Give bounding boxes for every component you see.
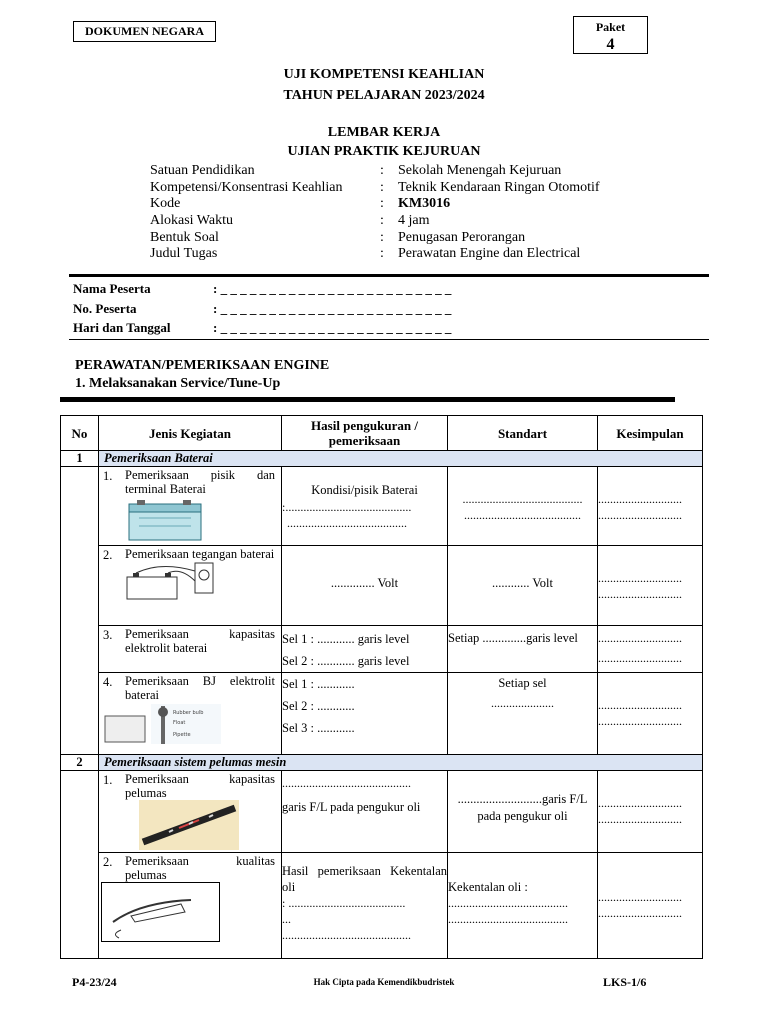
- group-number: 2: [61, 755, 99, 771]
- kesimpulan-cell[interactable]: [598, 771, 703, 853]
- peserta-row[interactable]: [73, 301, 451, 321]
- svg-text:Float: Float: [173, 720, 186, 726]
- group-title: Pemeriksaan sistem pelumas mesin: [99, 755, 703, 771]
- info-colon: :: [380, 196, 384, 212]
- standart-line[interactable]: ........................................: [462, 492, 583, 506]
- standart-line[interactable]: Setiap ..............garis level: [448, 631, 578, 645]
- title-lembar: LEMBAR KERJA: [327, 125, 441, 140]
- hasil-cell[interactable]: [282, 771, 448, 853]
- hasil-line: garis F/L pada pengukur oli: [282, 800, 421, 814]
- info-row: [150, 246, 600, 263]
- hasil-line: Kondisi/pisik Baterai: [311, 483, 418, 497]
- battery-icon: [125, 498, 215, 544]
- header-jenis: Jenis Kegiatan: [99, 416, 282, 451]
- dipstick-icon: [139, 800, 239, 850]
- header-standart: Standart: [448, 416, 598, 451]
- kesimpulan-line[interactable]: ............................: [598, 651, 682, 665]
- footer-page: LKS-1/6: [603, 975, 647, 989]
- hasil-line[interactable]: Sel 3 : ............: [282, 721, 355, 735]
- header-hasil: Hasil pengukuran / pemeriksaan: [282, 416, 448, 451]
- group-number: 1: [61, 451, 99, 467]
- hasil-line: Hasil pemeriksaan Kekentalan oli: [282, 864, 447, 894]
- info-key: Kompetensi/Konsentrasi Keahlian: [150, 179, 343, 195]
- info-colon: :: [380, 229, 384, 245]
- paket-number: 4: [606, 36, 615, 53]
- item-text: Pemeriksaan pisik dan terminal Baterai: [125, 468, 275, 496]
- standart-cell[interactable]: [448, 626, 598, 673]
- info-row: [150, 180, 600, 197]
- section-bar: [60, 397, 675, 402]
- item-number: 1.: [103, 469, 113, 483]
- item-text: Pemeriksaan kualitas pelumas: [125, 854, 275, 882]
- standart-line[interactable]: ........................................: [448, 896, 568, 910]
- svg-text:Rubber bulb: Rubber bulb: [173, 710, 204, 716]
- activity-cell: [99, 626, 282, 673]
- standart-line[interactable]: ............ Volt: [491, 576, 553, 590]
- dokumen-negara-box: [73, 21, 216, 42]
- info-value: Sekolah Menengah Kejuruan: [398, 163, 562, 178]
- item-number: 4.: [103, 675, 113, 689]
- item-text: Pemeriksaan tegangan baterai: [125, 547, 275, 561]
- hasil-line[interactable]: Sel 2 : ............: [282, 699, 355, 713]
- kesimpulan-cell[interactable]: [598, 467, 703, 546]
- standart-cell[interactable]: [448, 673, 598, 755]
- kesimpulan-cell[interactable]: [598, 673, 703, 755]
- standart-line: Setiap sel: [498, 676, 547, 690]
- hasil-line[interactable]: ........................................: [287, 516, 407, 530]
- hasil-line[interactable]: Sel 1 : ............: [282, 677, 355, 691]
- no-cell: [61, 771, 99, 959]
- item-number: 1.: [103, 773, 113, 787]
- standart-cell[interactable]: [448, 771, 598, 853]
- standart-line[interactable]: ........................................: [448, 912, 568, 926]
- kesimpulan-line[interactable]: ............................: [598, 698, 682, 712]
- paket-box: [573, 16, 648, 54]
- item-number: 2.: [103, 855, 113, 869]
- info-row: [150, 196, 600, 213]
- item-text: Pemeriksaan kapasitas elektrolit baterai: [125, 627, 275, 655]
- voltmeter-battery-icon: [121, 561, 231, 603]
- info-key: Alokasi Waktu: [150, 213, 233, 229]
- info-key: Bentuk Soal: [150, 229, 219, 245]
- hasil-line[interactable]: Sel 2 : ............ garis level: [282, 654, 410, 668]
- info-colon: :: [380, 179, 384, 195]
- section-subtitle: 1. Melaksanakan Service/Tune-Up: [75, 376, 281, 391]
- group-row: [61, 451, 703, 467]
- item-text: Pemeriksaan kapasitas pelumas: [125, 772, 275, 800]
- table-row: [61, 673, 703, 755]
- standart-line: Kekentalan oli :: [448, 880, 528, 894]
- footer-code: P4-23/24: [72, 975, 117, 989]
- kesimpulan-line[interactable]: ............................: [598, 631, 682, 645]
- peserta-blank[interactable]: : _ _ _ _ _ _ _ _ _ _ _ _ _ _ _ _ _ _ _ _ _ _ _ _: [213, 300, 452, 316]
- info-colon: :: [380, 246, 384, 262]
- peserta-blank[interactable]: : _ _ _ _ _ _ _ _ _ _ _ _ _ _ _ _ _ _ _ _ _ _ _ _: [213, 320, 452, 335]
- standart-cell[interactable]: [448, 853, 598, 959]
- dokumen-label: DOKUMEN NEGARA: [85, 24, 204, 38]
- kesimpulan-line[interactable]: ............................: [598, 571, 682, 585]
- kesimpulan-line[interactable]: ............................: [598, 796, 682, 810]
- oil-quality-icon: [101, 882, 221, 942]
- info-value: Penugasan Perorangan: [398, 229, 526, 245]
- section-title: PERAWATAN/PEMERIKSAAN ENGINE: [75, 358, 330, 373]
- info-row: [150, 163, 600, 180]
- table-row: [61, 626, 703, 673]
- no-cell: [61, 467, 99, 755]
- table-row: [61, 467, 703, 546]
- activity-cell: [99, 546, 282, 626]
- kesimpulan-line[interactable]: ............................: [598, 812, 682, 826]
- kesimpulan-cell[interactable]: [598, 626, 703, 673]
- kesimpulan-line[interactable]: ............................: [598, 508, 682, 522]
- paket-label: Paket: [595, 20, 626, 34]
- standart-cell[interactable]: [448, 546, 598, 626]
- hasil-line[interactable]: .............. Volt: [330, 576, 399, 590]
- hasil-line[interactable]: :..........................................: [282, 500, 412, 514]
- activity-cell: [99, 467, 282, 546]
- kesimpulan-line[interactable]: ............................: [598, 492, 682, 506]
- info-value: 4 jam: [398, 213, 430, 229]
- info-colon: :: [380, 213, 384, 229]
- item-number: 3.: [103, 628, 113, 642]
- info-key: Satuan Pendidikan: [150, 163, 255, 178]
- kesimpulan-cell[interactable]: [598, 853, 703, 959]
- item-text: Pemeriksaan BJ elektrolit baterai: [125, 674, 275, 702]
- group-title: Pemeriksaan Baterai: [99, 451, 703, 467]
- info-row: [150, 230, 600, 247]
- hasil-line[interactable]: ...........................................: [282, 776, 411, 790]
- info-key: Kode: [150, 196, 181, 212]
- hasil-cell[interactable]: [282, 853, 448, 959]
- info-colon: :: [380, 163, 384, 178]
- hydrometer-icon: [101, 702, 221, 746]
- activity-cell: [99, 673, 282, 755]
- peserta-row[interactable]: [73, 281, 451, 301]
- title-tahun: TAHUN PELAJARAN 2023/2024: [283, 88, 485, 103]
- kesimpulan-cell[interactable]: [598, 546, 703, 626]
- kesimpulan-line[interactable]: ............................: [598, 890, 682, 904]
- info-value: Teknik Kendaraan Ringan Otomotif: [398, 179, 600, 195]
- info-value: KM3016: [398, 196, 451, 212]
- standart-cell[interactable]: [448, 467, 598, 546]
- info-value: Perawatan Engine dan Electrical: [398, 246, 581, 262]
- peserta-block: [73, 281, 451, 340]
- kesimpulan-line[interactable]: ............................: [598, 906, 682, 920]
- table-row: [61, 853, 703, 959]
- table-row: [61, 771, 703, 853]
- divider-thin: [69, 339, 709, 340]
- hasil-line[interactable]: ...........................................: [282, 928, 411, 942]
- peserta-blank[interactable]: : _ _ _ _ _ _ _ _ _ _ _ _ _ _ _ _ _ _ _ _ _ _ _ _: [213, 281, 452, 296]
- table-header-row: [61, 416, 703, 451]
- hasil-line[interactable]: : .......................................: [282, 896, 406, 910]
- standart-line[interactable]: .......................................: [464, 508, 581, 522]
- title-uji: UJI KOMPETENSI KEAHLIAN: [283, 67, 485, 82]
- hasil-cell[interactable]: [282, 546, 448, 626]
- peserta-key: Hari dan Tanggal: [73, 320, 171, 335]
- hasil-cell[interactable]: [282, 673, 448, 755]
- info-row: [150, 213, 600, 230]
- worksheet-table: [60, 415, 703, 959]
- hasil-line[interactable]: ...: [282, 912, 291, 926]
- divider-thick: [69, 274, 709, 277]
- activity-cell: [99, 771, 282, 853]
- standart-line[interactable]: ...........................garis F/L pada pengukur oli: [457, 792, 588, 823]
- peserta-row[interactable]: [73, 320, 451, 340]
- title-ujian: UJIAN PRAKTIK KEJURUAN: [287, 144, 481, 159]
- header-no: No: [61, 416, 99, 451]
- peserta-key: Nama Peserta: [73, 281, 151, 296]
- svg-text:Pipette: Pipette: [173, 732, 191, 738]
- peserta-key: No. Peserta: [73, 300, 137, 316]
- hasil-cell[interactable]: [282, 626, 448, 673]
- item-number: 2.: [103, 548, 113, 562]
- group-row: [61, 755, 703, 771]
- kesimpulan-line[interactable]: ............................: [598, 714, 682, 728]
- hasil-line[interactable]: Sel 1 : ............ garis level: [282, 632, 410, 646]
- header-kesimpulan: Kesimpulan: [598, 416, 703, 451]
- table-row: [61, 546, 703, 626]
- standart-line[interactable]: .....................: [491, 696, 554, 710]
- info-block: [150, 163, 600, 263]
- footer-copyright: Hak Cipta pada Kemendikbudristek: [313, 977, 455, 987]
- kesimpulan-line[interactable]: ............................: [598, 587, 682, 601]
- info-key: Judul Tugas: [150, 246, 218, 262]
- hasil-cell[interactable]: [282, 467, 448, 546]
- activity-cell: [99, 853, 282, 959]
